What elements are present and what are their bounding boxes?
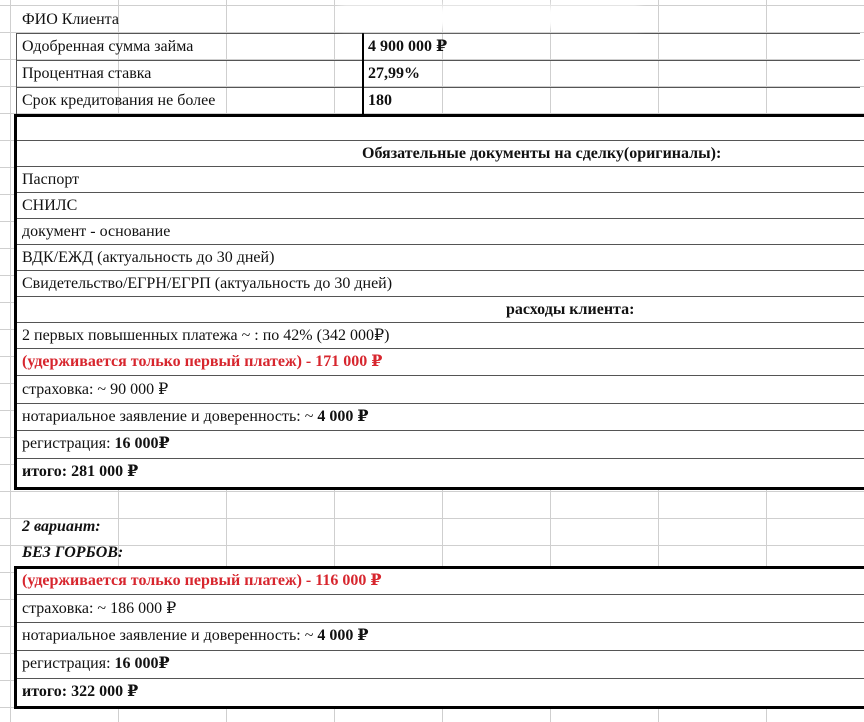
variant2-subtitle: БЕЗ ГОРБОВ: xyxy=(22,544,124,561)
row-divider xyxy=(17,375,864,376)
documents-title: Обязательные документы на сделку(оригиналы): xyxy=(362,145,722,162)
variant2-total-line: итого: 322 000 ₽ xyxy=(22,683,139,700)
payments-line: 2 первых повышенных платежа ~ : по 42% (342 000₽) xyxy=(22,327,390,344)
variant2-notary-label: нотариальное заявление и доверенность: ~ xyxy=(22,627,318,644)
notary-value: 4 000 ₽ xyxy=(317,408,369,425)
amount-label: Одобренная сумма займа xyxy=(22,38,194,55)
variant2-registration-label: регистрация: xyxy=(22,655,115,672)
variant2-registration-line xyxy=(18,651,170,677)
document-item-basis: документ - основание xyxy=(22,223,171,240)
document-item-passport: Паспорт xyxy=(22,171,80,188)
row-divider xyxy=(17,594,864,595)
rate-label: Процентная ставка xyxy=(22,65,152,82)
rate-value: 27,99% xyxy=(368,65,420,82)
client-label: ФИО Клиента xyxy=(22,11,119,28)
document-item-snils: СНИЛС xyxy=(22,197,78,214)
column-divider xyxy=(16,33,17,115)
redacted-client-name xyxy=(340,6,640,28)
term-value: 180 xyxy=(368,92,392,109)
variant2-insurance-line: страховка: ~ 186 000 ₽ xyxy=(22,600,177,617)
variant2-notary-value: 4 000 ₽ xyxy=(317,627,369,644)
registration-label: регистрация: xyxy=(22,435,115,452)
held-payment-line: (удерживается только первый платеж) - 171 000 ₽ xyxy=(22,353,383,370)
variant2-held-line: (удерживается только первый платеж) - 116 000 ₽ xyxy=(22,572,382,589)
document-item-vdk: ВДК/ЕЖД (актуальность до 30 дней) xyxy=(22,249,275,266)
row-divider xyxy=(17,192,864,193)
document-item-certificate: Свидетельство/ЕГРН/ЕГРП (актуальность до 30 дней) xyxy=(22,275,393,292)
insurance-line: страховка: ~ 90 000 ₽ xyxy=(22,381,169,398)
block-bottom-border xyxy=(14,706,864,709)
variant2-notary-line xyxy=(18,623,369,649)
row-divider xyxy=(17,678,864,679)
expenses-title: расходы клиента: xyxy=(506,301,635,318)
variant2-registration-value: 16 000₽ xyxy=(114,655,170,672)
block-bottom-border xyxy=(14,487,864,490)
amount-value: 4 900 000 ₽ xyxy=(368,38,448,55)
term-label: Срок кредитования не более xyxy=(22,92,216,109)
registration-value: 16 000₽ xyxy=(114,435,170,452)
variant2-title: 2 вариант: xyxy=(22,518,101,535)
notary-label: нотариальное заявление и доверенность: ~ xyxy=(22,408,318,425)
registration-line xyxy=(18,431,170,457)
row-divider xyxy=(17,458,864,459)
total-line: итого: 281 000 ₽ xyxy=(22,463,139,480)
notary-line xyxy=(18,404,369,430)
